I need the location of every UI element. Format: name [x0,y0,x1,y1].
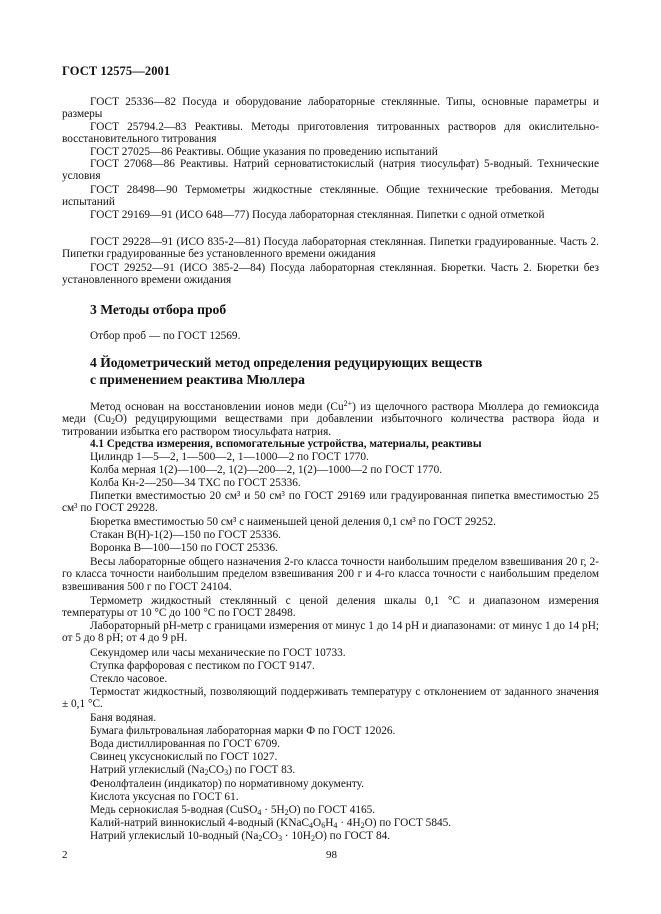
item-sodium-carbonate: Натрий углекислый $(Na_2CO_3)$ по ГОСТ 83. [90,764,296,777]
item-pipettes: Пипетки вместимостью 20 см³ и 50 см³ по ГОСТ 29169 или градуированная пипетка вместимостью 25 см³ по ГОСТ 29228. [62,490,599,515]
item-volumetric-flask: Колба мерная 1(2)—100—2, 1(2)—200—2, 1(2)—1000—2 по ГОСТ 1770. [90,464,443,476]
item-potassium-sodium-tartrate: Калий-натрий виннокислый 4-водный $(KNaC_4O_6H_4 \cdot 4H_2O)$ по ГОСТ 5845. [90,817,452,830]
section-3-heading: 3 Методы отбора проб [90,302,227,317]
item-distilled-water: Вода дистиллированная по ГОСТ 6709. [90,738,280,750]
item-mortar: Ступка фарфоровая с пестиком по ГОСТ 9147. [90,660,315,672]
section-4-heading-line2: с применением реактива Мюллера [90,372,305,387]
reference-gost-29228: ГОСТ 29228—91 (ИСО 835-2—81) Посуда лабораторная стеклянная. Пипетки градуированные. Часть 2. Пипетки градуированные без установленного времени ожидания [62,236,599,261]
reference-gost-28498: ГОСТ 28498—90 Термометры жидкостные стеклянные. Общие технические требования. Методы испытаний [62,184,599,209]
page-number-left: 2 [62,849,68,861]
item-water-bath: Баня водяная. [90,712,157,724]
item-watch-glass: Стекло часовое. [90,673,168,685]
subsection-4-1-heading: 4.1 Средства измерения, вспомогательные устройства, материалы, реактивы [90,438,482,450]
section-4-heading-line1: 4 Йодометрический метод определения редуцирующих веществ [90,355,483,370]
item-lead-acetate: Свинец уксуснокислый по ГОСТ 1027. [90,751,278,763]
item-scales: Весы лабораторные общего назначения 2-го класса точности наибольшим пределом взвешивания 20 г, 2-го класса точности наибольшим пределом взвешивания 200 г и 4-го класса точности с наибольшим пределом взвешивания 500 г по ГОСТ 24104. [62,556,599,593]
reference-gost-25336: ГОСТ 25336—82 Посуда и оборудование лабораторные стеклянные. Типы, основные параметры и размеры [62,96,599,121]
document-code-header: ГОСТ 12575—2001 [62,64,171,78]
item-copper-sulfate: Медь сернокислая 5-водная (CuSO$_4$ · $5H_2O$) по ГОСТ 4165. [90,804,376,817]
item-phenolphthalein: Фенолфталеин (индикатор) по нормативному документу. [90,778,365,790]
item-beaker: Стакан В(Н)-1(2)—150 по ГОСТ 25336. [90,529,281,541]
page-number-center: 98 [326,849,337,861]
section-4-intro: Метод основан на восстановлении ионов меди $(Cu^{2+})$ из щелочного раствора Мюллера до гемиоксида меди $(Cu_2O)$ редуцирующими веществами при добавлении избыточного количества раствора йода и титровании избытка его раствором тиосульфата натрия. [62,399,600,438]
item-conical-flask: Колба Кн-2—250—34 ТХС по ГОСТ 25336. [90,477,301,489]
reference-gost-27068: ГОСТ 27068—86 Реактивы. Натрий серноватистокислый (натрия тиосульфат) 5-водный. Технические условия [62,158,599,183]
item-ph-meter: Лабораторный pH-метр с границами измерения от минус 1 до 14 pH и диапазонами: от минус 1 до 14 pH; от 5 до 8 pH; от 4 до 9 pH. [62,620,599,645]
reference-gost-29169: ГОСТ 29169—91 (ИСО 648—77) Посуда лабораторная стеклянная. Пипетки с одной отметкой [90,209,545,221]
section-3-text: Отбор проб — по ГОСТ 12569. [90,330,241,342]
item-stopwatch: Секундомер или часы механические по ГОСТ 10733. [90,647,346,659]
item-acetic-acid: Кислота уксусная по ГОСТ 61. [90,791,239,803]
item-burette: Бюретка вместимостью 50 см³ с наименьшей ценой деления 0,1 см³ по ГОСТ 29252. [90,516,496,528]
item-cylinder: Цилиндр 1—5—2, 1—500—2, 1—1000—2 по ГОСТ 1770. [90,451,369,463]
reference-gost-25794: ГОСТ 25794.2—83 Реактивы. Методы приготовления титрованных растворов для окислительно-восстановительного титрования [62,121,599,146]
item-sodium-carbonate-decahydrate: Натрий углекислый 10-водный $(Na_2CO_3 \cdot 10H_2O)$ по ГОСТ 84. [90,830,391,843]
reference-gost-29252: ГОСТ 29252—91 (ИСО 385-2—84) Посуда лабораторная стеклянная. Бюретки. Часть 2. Бюретки без установленного времени ожидания [62,262,599,287]
item-funnel: Воронка В—100—150 по ГОСТ 25336. [90,542,278,554]
item-filter-paper: Бумага фильтровальная лабораторная марки Ф по ГОСТ 12026. [90,725,396,737]
item-thermometer: Термометр жидкостный стеклянный с ценой деления шкалы 0,1 °С и диапазоном измерения температуры от 10 °С до 100 °С по ГОСТ 28498. [62,595,599,620]
reference-gost-27025: ГОСТ 27025—86 Реактивы. Общие указания по проведению испытаний [90,146,438,158]
item-thermostat: Термостат жидкостный, позволяющий поддерживать температуру с отклонением от заданного значения ± 0,1 °С. [62,686,599,711]
